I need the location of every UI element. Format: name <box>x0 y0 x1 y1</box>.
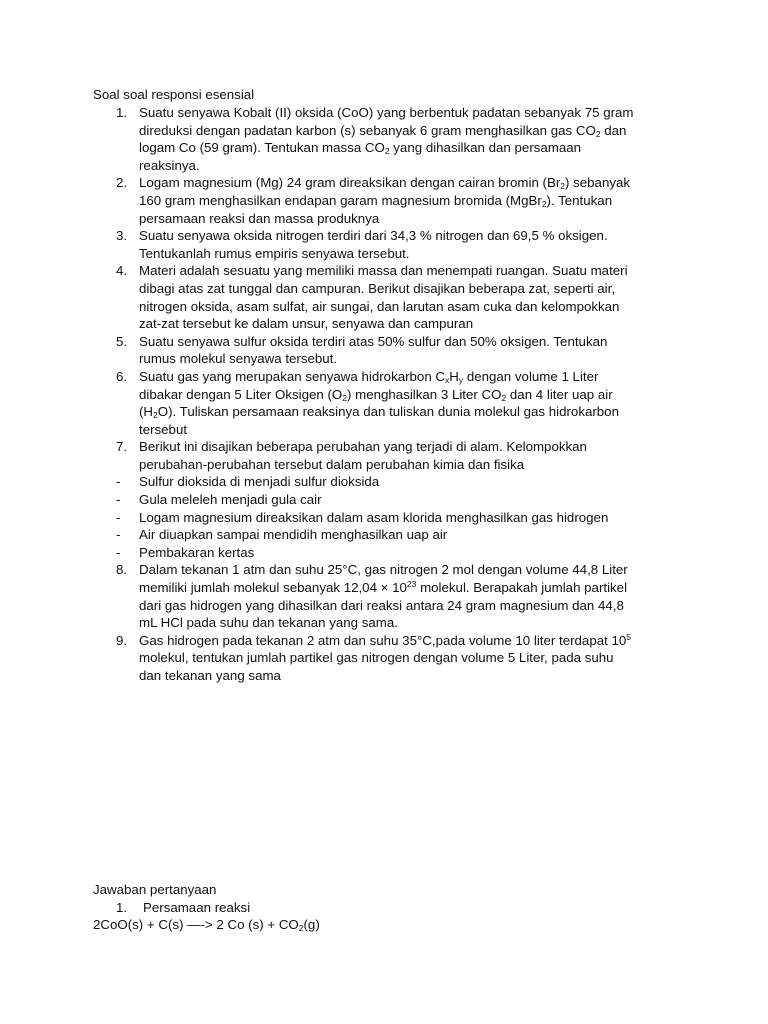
question-text-line <box>139 315 673 333</box>
question-text-line <box>139 403 673 421</box>
text-segment: ) sebanyak <box>565 175 631 191</box>
question-number: 9. <box>116 632 128 648</box>
answer-item <box>93 899 673 917</box>
question-text-line <box>139 526 673 544</box>
text-segment: ). Tentukan <box>546 192 613 208</box>
bullet-marker: - <box>116 474 121 490</box>
reaction-equation <box>93 916 673 934</box>
question-text-line <box>139 544 673 562</box>
superscript: 23 <box>406 579 417 590</box>
bullet-marker: - <box>116 492 121 508</box>
text-segment: dan 4 liter uap air <box>506 386 613 402</box>
text-segment: Logam magnesium (Mg) 24 gram direaksikan dengan cairan bromin (Br <box>139 175 561 191</box>
question-text-line <box>139 104 673 122</box>
subscript: 2 <box>595 128 601 139</box>
text-segment: persamaan reaksi dan massa produknya <box>139 210 380 226</box>
text-segment: Air diuapkan sampai mendidih menghasilkan uap air <box>139 527 448 543</box>
text-segment: dan <box>600 122 627 138</box>
bullet-marker: - <box>116 509 121 525</box>
question-text-line <box>139 368 673 386</box>
subscript: 2 <box>560 181 565 192</box>
page-title: Soal soal responsi esensial <box>93 87 255 102</box>
text-segment: yang dihasilkan dan persamaan <box>389 140 582 156</box>
question-text-line <box>139 333 673 351</box>
text-segment: nitrogen oksida, asam sulfat, air sungai, dan larutan asam cuka dan kelompokkan <box>139 298 620 314</box>
text-segment: Logam magnesium direaksikan dalam asam klorida menghasilkan gas hidrogen <box>139 509 609 525</box>
subscript: 2 <box>384 146 390 157</box>
text-segment: logam Co (59 gram). Tentukan massa CO <box>139 140 385 156</box>
answer-number: 1. <box>116 899 128 915</box>
text-segment: (g) <box>303 917 320 933</box>
question-text-line <box>139 438 673 456</box>
question-item <box>93 561 673 631</box>
text-segment: molekul, tentukan jumlah partikel gas nitrogen dengan volume 5 Liter, pada suhu <box>139 650 614 666</box>
superscript: 5 <box>626 631 632 642</box>
question-text-line <box>139 491 673 509</box>
bullet-item <box>93 526 673 544</box>
text-segment: 160 gram menghasilkan endapan garam magnesium bromida (MgBr <box>139 192 542 208</box>
subscript: 2 <box>501 392 507 403</box>
question-text-line <box>139 456 673 474</box>
question-text-line <box>139 210 673 228</box>
text-segment: Suatu senyawa sulfur oksida terdiri atas 50% sulfur dan 50% oksigen. Tentukan <box>139 333 608 349</box>
bullet-item <box>93 544 673 562</box>
text-segment: Sulfur dioksida di menjadi sulfur dioksida <box>139 474 380 490</box>
text-segment: ) menghasilkan 3 Liter CO <box>347 386 502 402</box>
text-segment: dengan volume 1 Liter <box>463 368 599 384</box>
question-text-line <box>139 122 673 140</box>
question-item <box>93 368 673 438</box>
text-segment: reaksinya. <box>139 157 200 173</box>
answers-section <box>93 881 673 934</box>
text-segment: rumus molekul senyawa tersebut. <box>139 351 338 367</box>
question-text-line <box>139 174 673 192</box>
text-segment: Materi adalah sesuatu yang memiliki massa dan menempati ruangan. Suatu materi <box>139 263 628 279</box>
question-text-line <box>139 386 673 404</box>
text-segment: Suatu senyawa Kobalt (II) oksida (CoO) yang berbentuk padatan sebanyak 75 gram <box>139 105 634 120</box>
text-segment: mL HCl pada suhu dan tekanan yang sama. <box>139 615 398 631</box>
question-item <box>93 438 673 473</box>
text-segment: Gas hidrogen pada tekanan 2 atm dan suhu 35°C,pada volume 10 liter terdapat 10 <box>139 632 627 648</box>
bullet-marker: - <box>116 527 121 543</box>
question-text-line <box>139 667 673 685</box>
question-number: 5. <box>116 333 128 349</box>
text-segment: Dalam tekanan 1 atm dan suhu 25°C, gas nitrogen 2 mol dengan volume 44,8 Liter <box>139 562 628 578</box>
subscript: x <box>445 374 450 385</box>
subscript: 2 <box>298 923 304 934</box>
answer-label: Persamaan reaksi <box>143 899 251 915</box>
text-segment: memiliki jumlah molekul sebanyak 12,04 × 10 <box>139 580 407 596</box>
question-item <box>93 227 673 262</box>
text-segment: Berikut ini disajikan beberapa perubahan yang terjadi di alam. Kelompokkan <box>139 439 587 455</box>
question-number: 4. <box>116 263 128 279</box>
question-text-line <box>139 227 673 245</box>
text-segment: Suatu gas yang merupakan senyawa hidrokarbon C <box>139 368 446 384</box>
question-item <box>93 262 673 332</box>
text-segment: dibagi atas zat tunggal dan campuran. Berikut disajikan beberapa zat, seperti air, <box>139 280 616 296</box>
bullet-item <box>93 491 673 509</box>
question-text-line <box>139 421 673 439</box>
question-number: 1. <box>116 105 128 120</box>
question-text-line <box>139 192 673 210</box>
text-segment: Gula meleleh menjadi gula cair <box>139 492 322 508</box>
question-text-line <box>139 614 673 632</box>
question-number: 7. <box>116 439 128 455</box>
text-segment: 2CoO(s) + C(s) —-> 2 Co (s) + CO <box>93 917 299 933</box>
question-text-line <box>139 262 673 280</box>
question-text-line <box>139 245 673 263</box>
subscript: y <box>458 374 464 385</box>
question-number: 8. <box>116 562 128 578</box>
question-text-line <box>139 509 673 527</box>
question-text-line <box>139 280 673 298</box>
bullet-item <box>93 473 673 491</box>
text-segment: perubahan-perubahan tersebut dalam perubahan kimia dan fisika <box>139 456 525 472</box>
text-segment: dan tekanan yang sama <box>139 668 281 683</box>
question-text-line <box>139 298 673 316</box>
text-segment: dari gas hidrogen yang dihasilkan dari reaksi antara 24 gram magnesium dan 44,8 <box>139 597 624 613</box>
text-segment: H <box>449 368 459 384</box>
question-text-line <box>139 649 673 667</box>
question-number: 2. <box>116 175 128 191</box>
text-segment: tersebut <box>139 421 188 437</box>
subscript: 2 <box>342 392 347 403</box>
question-item <box>93 104 673 174</box>
question-number: 3. <box>116 228 128 244</box>
question-item <box>93 632 673 685</box>
answers-heading: Jawaban pertanyaan <box>93 882 217 897</box>
question-text-line <box>139 597 673 615</box>
text-segment: Tentukanlah rumus empiris senyawa tersebut. <box>139 245 410 261</box>
question-text-line <box>139 139 673 157</box>
text-segment: dibakar dengan 5 Liter Oksigen (O <box>139 386 343 402</box>
question-item <box>93 333 673 368</box>
question-text-line <box>139 473 673 491</box>
bullet-item <box>93 509 673 527</box>
question-number: 6. <box>116 368 128 384</box>
text-segment: zat-zat tersebut ke dalam unsur, senyawa dan campuran <box>139 316 474 332</box>
question-text-line <box>139 561 673 579</box>
text-segment: (H <box>139 404 154 420</box>
question-text-line <box>139 632 673 650</box>
text-segment: direduksi dengan padatan karbon (s) sebanyak 6 gram menghasilkan gas CO <box>139 122 596 138</box>
subscript: 2 <box>153 410 158 421</box>
text-segment: molekul. Berapakah jumlah partikel <box>416 580 628 596</box>
question-text-line <box>139 350 673 368</box>
question-text-line <box>139 157 673 175</box>
question-text-line <box>139 579 673 597</box>
question-list <box>93 104 673 685</box>
bullet-marker: - <box>116 544 121 560</box>
text-segment: O). Tuliskan persamaan reaksinya dan tuliskan dunia molekul gas hidrokarbon <box>157 404 619 420</box>
question-item <box>93 174 673 227</box>
subscript: 2 <box>541 198 547 209</box>
text-segment: Suatu senyawa oksida nitrogen terdiri dari 34,3 % nitrogen dan 69,5 % oksigen. <box>139 228 608 244</box>
text-segment: Pembakaran kertas <box>139 544 255 560</box>
